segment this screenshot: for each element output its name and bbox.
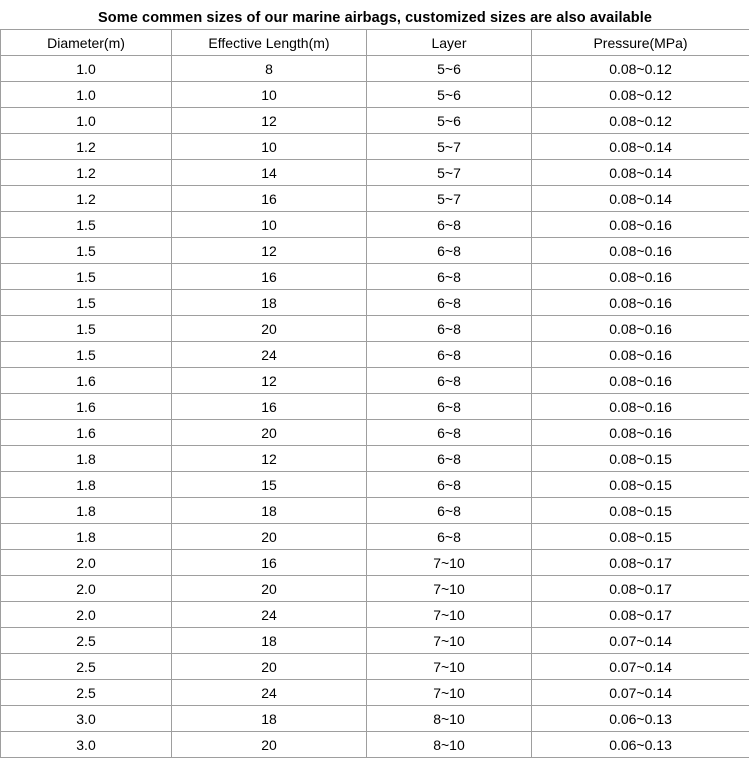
cell-diameter[interactable]: 1.8: [1, 498, 172, 524]
cell-diameter[interactable]: 1.5: [1, 290, 172, 316]
table-row: [1, 238, 749, 264]
cell-layer[interactable]: 6~8: [367, 212, 532, 238]
table-row: [1, 212, 749, 238]
table-row: [1, 368, 749, 394]
table-row: [1, 342, 749, 368]
cell-diameter[interactable]: 3.0: [1, 706, 172, 732]
table-row: [1, 524, 749, 550]
cell-pressure[interactable]: 0.08~0.17: [532, 550, 749, 576]
cell-diameter[interactable]: 2.5: [1, 628, 172, 654]
cell-pressure[interactable]: 0.08~0.16: [532, 290, 749, 316]
cell-diameter[interactable]: 1.5: [1, 342, 172, 368]
cell-pressure[interactable]: 0.06~0.13: [532, 706, 749, 732]
cell-effective-length[interactable]: 10: [172, 212, 367, 238]
cell-pressure[interactable]: 0.08~0.14: [532, 160, 749, 186]
cell-layer[interactable]: 6~8: [367, 524, 532, 550]
column-header-layer[interactable]: Layer: [367, 30, 532, 56]
cell-effective-length[interactable]: 20: [172, 420, 367, 446]
cell-effective-length[interactable]: 20: [172, 316, 367, 342]
cell-effective-length[interactable]: 10: [172, 82, 367, 108]
cell-layer[interactable]: 8~10: [367, 732, 532, 758]
cell-layer[interactable]: 6~8: [367, 446, 532, 472]
cell-diameter[interactable]: 2.0: [1, 550, 172, 576]
table-row: [1, 550, 749, 576]
cell-layer[interactable]: 6~8: [367, 394, 532, 420]
cell-diameter[interactable]: 1.8: [1, 524, 172, 550]
cell-effective-length[interactable]: 12: [172, 108, 367, 134]
table-row: [1, 82, 749, 108]
cell-diameter[interactable]: 1.2: [1, 186, 172, 212]
table-row: [1, 316, 749, 342]
cell-pressure[interactable]: 0.08~0.16: [532, 420, 749, 446]
cell-diameter[interactable]: 2.0: [1, 602, 172, 628]
cell-diameter[interactable]: 1.6: [1, 420, 172, 446]
table-row: [1, 628, 749, 654]
column-header-effective-length[interactable]: Effective Length(m): [172, 30, 367, 56]
cell-pressure[interactable]: 0.08~0.15: [532, 498, 749, 524]
cell-pressure[interactable]: 0.08~0.16: [532, 264, 749, 290]
cell-diameter[interactable]: 1.0: [1, 82, 172, 108]
cell-diameter[interactable]: 2.5: [1, 680, 172, 706]
cell-diameter[interactable]: 1.5: [1, 238, 172, 264]
table-row: [1, 576, 749, 602]
table-row: [1, 654, 749, 680]
cell-diameter[interactable]: 1.8: [1, 446, 172, 472]
cell-pressure[interactable]: 0.08~0.15: [532, 446, 749, 472]
cell-pressure[interactable]: 0.07~0.14: [532, 628, 749, 654]
cell-diameter[interactable]: 1.0: [1, 56, 172, 82]
cell-layer[interactable]: 6~8: [367, 316, 532, 342]
cell-pressure[interactable]: 0.06~0.13: [532, 732, 749, 758]
table-row: [1, 108, 749, 134]
cell-layer[interactable]: 6~8: [367, 264, 532, 290]
cell-effective-length[interactable]: 18: [172, 290, 367, 316]
cell-effective-length[interactable]: 12: [172, 238, 367, 264]
cell-diameter[interactable]: 1.2: [1, 160, 172, 186]
cell-pressure[interactable]: 0.08~0.16: [532, 394, 749, 420]
table-row: [1, 706, 749, 732]
cell-layer[interactable]: 5~6: [367, 108, 532, 134]
cell-layer[interactable]: 6~8: [367, 368, 532, 394]
cell-effective-length[interactable]: 18: [172, 498, 367, 524]
cell-pressure[interactable]: 0.08~0.15: [532, 524, 749, 550]
cell-effective-length[interactable]: 24: [172, 342, 367, 368]
cell-layer[interactable]: 6~8: [367, 290, 532, 316]
airbag-sizes-table: [0, 6, 749, 758]
column-header-pressure[interactable]: Pressure(MPa): [532, 30, 749, 56]
cell-effective-length[interactable]: 20: [172, 654, 367, 680]
cell-pressure[interactable]: 0.07~0.14: [532, 654, 749, 680]
table-row: [1, 446, 749, 472]
table-body: [1, 6, 749, 758]
cell-layer[interactable]: 5~7: [367, 186, 532, 212]
cell-pressure[interactable]: 0.08~0.16: [532, 212, 749, 238]
cell-pressure[interactable]: 0.08~0.14: [532, 186, 749, 212]
cell-layer[interactable]: 6~8: [367, 420, 532, 446]
table-row: [1, 420, 749, 446]
cell-effective-length[interactable]: 12: [172, 446, 367, 472]
cell-layer[interactable]: 5~6: [367, 82, 532, 108]
cell-pressure[interactable]: 0.08~0.15: [532, 472, 749, 498]
cell-effective-length[interactable]: 18: [172, 628, 367, 654]
cell-diameter[interactable]: 2.5: [1, 654, 172, 680]
cell-layer[interactable]: 6~8: [367, 472, 532, 498]
cell-diameter[interactable]: 1.6: [1, 394, 172, 420]
cell-diameter[interactable]: 1.5: [1, 316, 172, 342]
table-row: [1, 394, 749, 420]
table-row: [1, 732, 749, 758]
table-row: [1, 498, 749, 524]
cell-layer[interactable]: 7~10: [367, 602, 532, 628]
cell-effective-length[interactable]: 16: [172, 186, 367, 212]
cell-diameter[interactable]: 1.0: [1, 108, 172, 134]
cell-effective-length[interactable]: 20: [172, 576, 367, 602]
cell-effective-length[interactable]: 20: [172, 524, 367, 550]
cell-pressure[interactable]: 0.08~0.17: [532, 576, 749, 602]
cell-layer[interactable]: 5~6: [367, 56, 532, 82]
cell-effective-length[interactable]: 24: [172, 602, 367, 628]
table-row: [1, 56, 749, 82]
cell-pressure[interactable]: 0.08~0.16: [532, 238, 749, 264]
cell-pressure[interactable]: 0.08~0.16: [532, 316, 749, 342]
cell-effective-length[interactable]: 15: [172, 472, 367, 498]
table-row: [1, 134, 749, 160]
cell-pressure[interactable]: 0.08~0.12: [532, 82, 749, 108]
cell-layer[interactable]: 5~7: [367, 134, 532, 160]
cell-pressure[interactable]: 0.08~0.17: [532, 602, 749, 628]
cell-diameter[interactable]: 1.5: [1, 212, 172, 238]
cell-pressure[interactable]: 0.08~0.16: [532, 342, 749, 368]
column-header-diameter[interactable]: Diameter(m): [1, 30, 172, 56]
cell-effective-length[interactable]: 16: [172, 264, 367, 290]
table-row: [1, 472, 749, 498]
cell-layer[interactable]: 7~10: [367, 576, 532, 602]
cell-effective-length[interactable]: 24: [172, 680, 367, 706]
cell-diameter[interactable]: 1.5: [1, 264, 172, 290]
title-row: [1, 6, 749, 30]
cell-layer[interactable]: 7~10: [367, 680, 532, 706]
cell-pressure[interactable]: 0.07~0.14: [532, 680, 749, 706]
header-row: [1, 30, 749, 56]
cell-effective-length[interactable]: 18: [172, 706, 367, 732]
cell-layer[interactable]: 6~8: [367, 498, 532, 524]
cell-effective-length[interactable]: 10: [172, 134, 367, 160]
cell-layer[interactable]: 6~8: [367, 342, 532, 368]
cell-pressure[interactable]: 0.08~0.12: [532, 108, 749, 134]
cell-effective-length[interactable]: 14: [172, 160, 367, 186]
table-row: [1, 186, 749, 212]
table-row: [1, 264, 749, 290]
cell-layer[interactable]: 7~10: [367, 654, 532, 680]
cell-diameter[interactable]: 3.0: [1, 732, 172, 758]
cell-layer[interactable]: 7~10: [367, 550, 532, 576]
table-title[interactable]: Some commen sizes of our marine airbags, customized sizes are also available: [1, 6, 749, 30]
cell-effective-length[interactable]: 8: [172, 56, 367, 82]
cell-diameter[interactable]: 1.2: [1, 134, 172, 160]
table-row: [1, 602, 749, 628]
cell-layer[interactable]: 7~10: [367, 628, 532, 654]
cell-diameter[interactable]: 1.6: [1, 368, 172, 394]
table-row: [1, 680, 749, 706]
cell-effective-length[interactable]: 16: [172, 394, 367, 420]
cell-pressure[interactable]: 0.08~0.12: [532, 56, 749, 82]
table-row: [1, 290, 749, 316]
cell-effective-length[interactable]: 12: [172, 368, 367, 394]
cell-diameter[interactable]: 2.0: [1, 576, 172, 602]
cell-effective-length[interactable]: 16: [172, 550, 367, 576]
cell-pressure[interactable]: 0.08~0.16: [532, 368, 749, 394]
cell-effective-length[interactable]: 20: [172, 732, 367, 758]
cell-layer[interactable]: 8~10: [367, 706, 532, 732]
cell-pressure[interactable]: 0.08~0.14: [532, 134, 749, 160]
cell-diameter[interactable]: 1.8: [1, 472, 172, 498]
cell-layer[interactable]: 5~7: [367, 160, 532, 186]
table-row: [1, 160, 749, 186]
cell-layer[interactable]: 6~8: [367, 238, 532, 264]
